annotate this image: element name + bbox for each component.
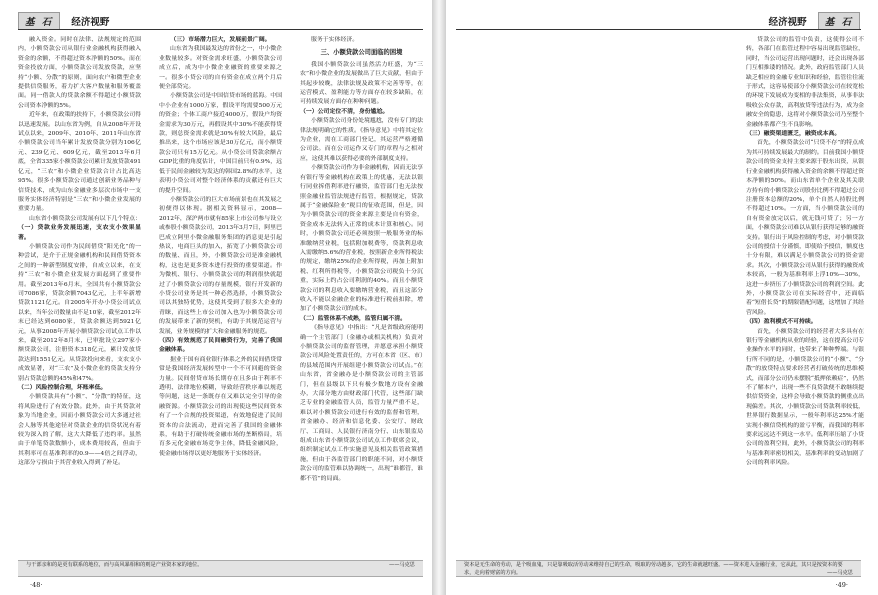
subheading: （二）风险控制合理，坏账率低。 — [18, 385, 107, 392]
footer-quote — [18, 560, 423, 577]
footer-quote-author: ——马克思 — [827, 569, 853, 576]
book-gutter — [432, 0, 446, 595]
footer-quote — [456, 560, 861, 577]
subheading: （四）有效规范了民间融资行为，完善了我国金融体系。 — [159, 338, 282, 354]
paragraph: 贷款公司的监管中负责，这使得公司不转，各部门在监管过程中容易出现监管缺位，同时，当公司运营出现问题时，还会出现各部门互相推诿的情况。此外，政府监管部门人员缺乏相应的金融专业知识和经验，监管往往流于形式，这容易使部分小额贷款公司在较宽松的环境下发展成为变相的非法集资，从事非法吸收公众存款，高利放贷等违法行为，成为金融安全的隐患，这将对小额贷款公司乃至整个金融体系都产生不良影响。 — [746, 37, 864, 128]
subheading: （二）监管体系不成熟，监管归属不清。 — [300, 315, 407, 322]
section-title: 经济视野 — [71, 16, 110, 28]
paragraph: 首先，小额贷款公司“只贷不存”的特点成为其可持续发展最大的制约。目前我国小额贷款公司的资金支持主要来源于股东出资，从银行业金融机构获得融入资金的余额不得超过资本净额的50%。而山东省单个企业及其关联方持有的小额贷款公司股份比例不得超过公司注册资本总额的20%，单个自然人持股比例不得超过10%。一方面，当小额贷款公司的自有资金放完以后，就无钱可贷了；另一方面，小额贷款公司难以从银行获得足够的融资支持。银行出于风险控制的考虑，对小额贷款公司的授信十分谨慎，即使给予授信，额度也十分有限，难以满足小额贷款公司的资金需求。其次，小额贷款公司从银行获得的融资成本较高，一般为基准利率上浮10%—30%，这进一步挤压了小额贷款公司的利润空间。此外，小额贷款公司在实际经营中，还面临着“短借长贷”的期限错配问题，这增加了其经营风险。 — [746, 140, 864, 316]
page-number: ·48· — [30, 581, 43, 589]
footer-quote-author: ——马克思 — [389, 562, 415, 568]
text-column-2 — [159, 36, 282, 556]
paragraph: 小额贷款公司是中国信贷市场的蓝海。中国中小企业有1000万家，假设平均需要500万元的资金；个体工商户接近4000万，假设户均资金需求为30万元，再假设其中30%不能获得贷款，则总资金需求就是30%有较大风险，最后推出来，这个市场应该是30万亿元，而小额贷款公司只有15万亿元。从小贷公司贷款余额占GDP比重的角度估计，中国目前只有0.9%，远低于民间金融较为发达的韩国2.8%的水平，这表明小贷公司对整个经济体系的贡献还有巨大的提升空间。 — [159, 93, 282, 194]
paragraph: 《指导意见》中指出：“凡是省级政府能明确一个主管部门（金融办或相关机构）负责对小额贷款公司的监督管理，并愿意承担小额贷款公司风险处置责任的，方可在本省（区、市）的县域范围内开展组建小额贷款公司试点。”在山东省，省金融办是小额贷款公司的主管部门，但在县级以下只有极少数地方设有金融办，大部分地方由财政部门代管，这些部门缺乏专业的金融监管人员，监管力量严重不足，难以对小额贷款公司进行有效的监督和管理，省金融办、经济和信息化委、公安厅、财政厅、工商局、人民银行济南分行、山东银监局组成山东省小额贷款公司试点工作联席会议，组织制定试点工作实施意见及相关监管政策措施，但由于各监管部门的职能不同，对小额贷款公司的监管难以协调统一，出现“谁都管，谁都不管”的局面。 — [300, 325, 423, 482]
text-column-1 — [18, 36, 141, 556]
text-column-1 — [746, 36, 864, 556]
subheading: （一）贷款业务发展迅速，支农支小效果显著。 — [18, 225, 141, 241]
header-rule — [18, 29, 423, 30]
section-title: 经济视野 — [768, 16, 807, 28]
paragraph: 山东省为我国最发达的省份之一，中小微企业数量较多。对资金需求旺盛，小额贷款公司成立后，成为中小微企业融资的重要来源之一。很多小贷公司的自有资金在成立两个月后便全部贷完。 — [159, 46, 282, 91]
paragraph: 小额贷款具有“小额”、“分散”的特征，这将风险进行了有效分散。此外，由于其贷款对象为当地企业，因而小额贷款公司大多通过社会人脉等其他途径对贷款企业的信贷状况有着较为深入的了解，这大大降低了违约率。虽然由于单笔贷款数额小，成本费用较高，但由于其利率可在基准利率的0.9——4倍之间浮动，这部分亏损由于其营业收入得到了补足。 — [18, 394, 141, 467]
left-page-body — [18, 36, 423, 556]
footer-quote-text: 与干部亲和的是更有联系的地位，而与高风暴相和的则是产业资本家的地位。 — [26, 562, 203, 568]
subheading: （三）融资渠道匮乏，融资成本高。 — [746, 131, 841, 138]
right-page — [446, 0, 878, 595]
paragraph: 小额贷款公司身份处境尴尬，没有专门的法律法规明确它的性质。《指导意见》中将其定位为企业，需在工商部门登记，其运营严格遵循公司法。而在公司运作又专门的章程与之相对应，这使其难以获得必要的外部制度支持。 — [300, 118, 423, 162]
paragraph: 融入资金。同时在法律、法规规定的范围内，小额贷款公司从银行业金融机构获得融入资金的余额，不得超过资本净额的50%。而在资金投放方面，小额贷款公司发放贷款，应坚持“小额、分散”的原则，面向农户和微型企业提供信贷服务，着力扩大客户数量和服务覆盖面。同一借款人的贷款余额不得超过小额贷款公司资本净额的5%。 — [18, 37, 141, 109]
left-page-header — [18, 10, 115, 26]
paragraph: 近年来，在政策的扶持下，小额贷款公司得以迅速发展。以山东省为例，自从2008年开设试点以来，2009年、2010年、2011年山东省小额贷款公司当年累计发放贷款分别为106亿元、239亿元、609亿元，截至2013年6月底，全省335家小额贷款公司累计发放贷款491亿元，“三农”和小微企业贷款合计占比高达95%。很多小额贷款公司通过创新业务品种与信贷技术，成为山东金融业多层次市场中一支服务实体经济特别是“三农”和小微企业发展的重要力量。 — [18, 112, 141, 213]
section-heading: 三、小额贷款公司面临的困境 — [320, 49, 403, 57]
column-badge: 基 石 — [818, 12, 860, 30]
header-rule — [456, 29, 861, 30]
paragraph: 山东省小额贷款公司发展有以下几个特点： — [29, 215, 141, 222]
paragraph: 小额贷款公司作为非金融机构，因而无法享有银行等金融机构在政策上的优惠，无法以银行同业拆借利率进行融资，监管部门也无法按照金融业监管法规进行监管，根据规定，贷款属于“金融保险业”税目的征收范围，但是，因为小额贷款公司的资金来源主要是自有资金，资金成本无法转入正常的成本计算和核心。同时，小额贷款公司还必须按照一般服务业的标准缴纳营业税，包括附加税费等，贷款利息收入需缴纳5.6%的营业税，按照新企业所得税法的规定，缴纳25%的企业所得税，再加上附加税、红利所得税等，小额贷款公司税负十分沉重，实际上约占公司利润的40%。而且小额贷款公司的利息收入要缴纳营业税，而且这部分收入不能以金融企业的标准进行税前扣除，增加了小额贷款公司的成本。 — [300, 165, 423, 313]
text-column-3 — [300, 36, 423, 556]
left-page — [0, 0, 432, 595]
page-number: ·49· — [835, 581, 848, 589]
subheading: （一）公司定位不清，身份尴尬。 — [300, 108, 389, 115]
paragraph: 小额贷款公司的巨大市场前景也在其发展之初便得以体现。据相关资料显示，2008—2012年，深沪两市就有85家上市公司参与设立或参股小额贷款公司，2013年3月7日，阿里巴巴成立阿里小微金融服务集团的消息更是引起热议，电商巨头的加入，拓宽了小额贷款公司的数量、而且，外，小额贷款公司是准金融机构，这也是更多资本进行投资的重要渠道。作为微机、银行、小额贷款公司的利润很快就超过了小额贷款公司的存量规模，银行开发新的小贷公司业务是其一种必然选择，小额贷款公司以其独特优势，这使其受到了很多大企业的青睐，而这些上市公司加入也为小额贷款公司的发展带来了新的契机，有助于其规范运营与发展，业务规模的扩大和金融服务的规范。 — [159, 196, 282, 335]
subheading: （三）市场潜力巨大，发展前景广阔。 — [170, 37, 271, 43]
paragraph: 据业于国有商业银行体系之外的民间借贷常常是我国经济发展转型中一个不可回避的资金力量。民间借贷市场长期存在且多由于利率不透明、法律地位模糊，导致经营秩序难以规范等问题，这是一条既存在又难以完全引导的金融资源。小额贷款公司的出现使这些民间资本有了一个合规的投资渠道，有效地促进了民间资本的合法流动，进而完善了我国的金融体系，有助于打破传统金融市场的垄断格局，培育多元化金融市场竞争主体，降低金融风险，使金融市场得以更好地服务于实体经济。 — [159, 356, 282, 457]
paragraph: 小额贷款公司作为民间借贷“阳光化”的一种尝试，是介于正规金融机构和民间借贷资本之间的一种新型制度安排，自成立以来，在支持“三农”和小微企业发展方面起到了重要作用。截至2013年6月末，全国共有小额贷款公司7086家，贷款余额7043亿元，上半年新增贷款1121亿元。自2005年开办小贷公司试点以来，当年公司数量由不足10家，截至2012年末已经达到6080家，贷款余额达到5921亿元，从事2008年开展小额贷款公司试点工作以来，截至2012年8月末，已审批设立297家小额贷款公司，注册资本318亿元，累计发放贷款达到1551亿元。从贷款投向来看，支农支小成效显著，对“三农”及小微企业的贷款支持分别占贷款总额的45%和47%。 — [18, 243, 141, 382]
paragraph: 服务于实体经济。 — [311, 37, 359, 43]
column-badge: 基 石 — [18, 12, 60, 30]
footer-quote-text: 资本是无生命的劳动，是个吸血鬼，只是靠吸取活劳动来维持自己的生命，吸取的劳动越多，它的生命就越旺盛。——资本进入金融行业，它从此，其只是按资本的要求，走向着财富的方向。 — [464, 562, 843, 576]
right-page-body — [492, 36, 864, 556]
subheading: （四）盈利模式不可持续。 — [746, 319, 817, 326]
paragraph: 我国小额贷款公司虽然活力旺盛，为“三农”和小微企业的发展做出了巨大贡献，但由于其起步较晚，法律法规及政策不完善等等，在运营模式、盈利能力等方面存在较多缺陷，在可持续发展方面存在种种问题。 — [300, 61, 423, 106]
right-page-header — [763, 10, 860, 26]
paragraph: 首先，小额贷款公司的经营者大多具有在银行等金融机构从业的经验，这在提高公司专业操作水平的同时，也带来了种种弊端。与银行所不同的是，小额贷款公司的“小额”、“分散”的放贷特点要求经营者打破传统的思维模式，而部分公司仍未摆脱“抵押依赖症”，仍然不了解本户，出现一些不良贷款便不敢继续提供信贷资金，这样会导致小额贷款的侧重点出现偏差。其次，小额贷款公司贷款利率较低，世界银行数据显示，一般年利率达25%才能实现小额信贷机构的盈亏平衡，而我国的利率要求远远达不到这一水平。低利率压缩了小贷公司的盈利空间，此外，小额贷款公司的利率与基准利率密切相关，基准利率的变动加剧了公司的利率风险。 — [746, 328, 864, 467]
